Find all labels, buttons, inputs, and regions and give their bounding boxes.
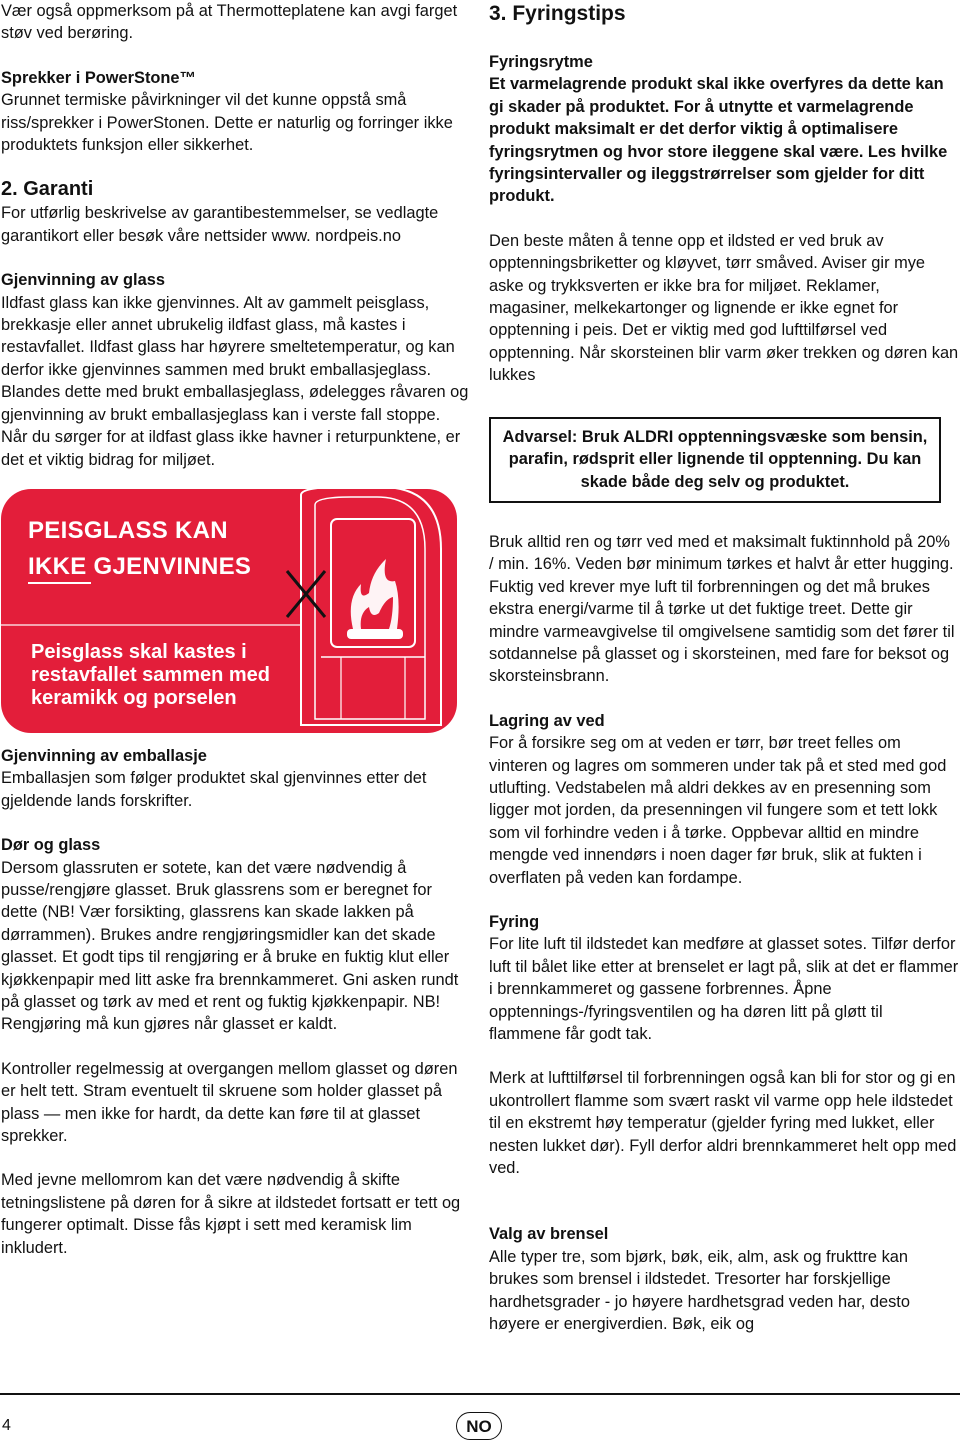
ved-paragraph: Bruk alltid ren og tørr ved med et maksimalt fuktinnhold på 20% / min. 16%. Veden bør minimum tørkes et halvt år etter hugging. Fuktig ved krever mye luft til forbrenningen og det må brukes ekstra energi/varme til å tørke ut det fuktige treet. Dette gir mindre varmeavgivelse til omgivelsene samtidig som det fører til sotdannelse på glasset og i skorsteinen, med fare for beksot og skorsteinsbrann. [489, 532, 955, 686]
mellomrom-paragraph: Med jevne mellomrom kan det være nødvendig å skifte tetningslistene på døren for å sikre at ildstedet fortsatt er tett og fungerer optimalt. Disse fås kjøpt i sett med keramisk lim inkludert. [1, 1171, 461, 1257]
banner-title-line2: IKKE GJENVINNES [28, 552, 252, 580]
glass-heading: Gjenvinning av glass [1, 271, 165, 290]
emballasje-paragraph: Emballasjen som følger produktet skal gjenvinnes etter det gjeldende lands forskrifter. [1, 769, 427, 810]
warning-box: Advarsel: Bruk ALDRI opptenningsvæske som bensin, parafin, rødsprit eller lignende til opptenning. Du kan skade både deg selv og produktet. [489, 417, 941, 503]
section-title: 3. Fyringstips [489, 2, 626, 25]
banner-subtitle: Peisglass skal kastes i restavfallet sammen med keramikk og porselen [31, 640, 271, 709]
dor-paragraph: Dersom glassruten er sotete, kan det være nødvendig å pusse/rengjøre glasset. Bruk glassrens som er beregnet for dette (NB! Vær forsikting, glassrens kan skade lakken på dørrammen). Brukes andre rengjøringsmidler kan det skade glasset. Et godt tips til rengjøring er å bruke en fuktig klut eller kjøkkenpapir med litt aske fra brennkammeret. Gni asken rundt på glasset og tørk av med et rent og fuktig kjøkkenpapir. NB! Rengjøring må kun gjøres når glasset er kaldt. [1, 858, 459, 1034]
rytme-paragraph: Et varmelagrende produkt skal ikke overfyres da dette kan gi skader på produktet. For å utnytte et varmelagrende produkt maksimalt er det derfor viktig å optimalisere fyringsrytmen og hvor store ileggene skal være. Les hvilke fyringsintervaller og ileggstrørrelser som gjelder for ditt produkt. [489, 75, 948, 206]
right-column [489, 0, 959, 1336]
fyring-paragraph: For lite luft til ildstedet kan medføre at glasset sotes. Tilfør derfor luft til bålet like etter at brenselet er lagt på, slik at det er flammer i brennkammeret og gassene forbrennes. Åpne opptennings-/fyringsventilen og ha døren litt på gløtt til flammene får godt tak. [489, 935, 959, 1044]
garanti-number: 2. [1, 178, 18, 201]
rytme-heading: Fyringsrytme [489, 53, 593, 71]
footer-rule [0, 1393, 960, 1395]
brensel-paragraph: Alle typer tre, som bjørk, bøk, eik, alm, ask og frukttre kan brukes som brensel i ildstedet. Tresorter har forskjellige hardhetsgrader - jo høyere hardhetsgrad veden har, desto høyere er energiverdien. Bøk, eik og [489, 1247, 910, 1334]
glass-paragraph: Ildfast glass kan ikke gjenvinnes. Alt av gammelt peisglass, brekkasje eller annet ubrukelig ildfast glass, må kastes i restavfallet. Ildfast glass har høyrere smeltetemperatur, og kan derfor ikke gjenvinnes sammen med brukt emballasjeglass. Blandes dette med brukt emballasjeglass, ødelegges råvaren og gjenvinning av brukt emballasjeglass kan i verste fall stoppe. Når du sørger for at ildfast glass ikke havner i returpunktene, er det et viktig bidrag for miljøet. [1, 293, 469, 469]
fyring-heading: Fyring [489, 913, 540, 931]
page-number: 4 [2, 1417, 11, 1434]
tenne-paragraph: Den beste måten å tenne opp et ildsted er ved bruk av opptenningsbriketter og kløyvet, tørr småved. Aviser gir mye aske og trykksverten er ikke bra for miljøet. Reklamer, magasiner, melkekartonger og lignende er ikke egnet for opptenning i peis. Det er viktig med god lufttilførsel ved opptenning. Når skorsteinen blir varm øker trekken og døren kan lukkes [489, 231, 959, 385]
banner-title-line1: PEISGLASS KAN [28, 516, 228, 544]
glass-recycling-banner [1, 489, 457, 733]
language-badge: NO [456, 1412, 502, 1440]
lagring-paragraph: For å forsikre seg om at veden er tørr, bør treet felles om vinteren og lagres om sommeren under tak på et sted med god utlufting. Vedstabelen må aldri dekkes av en presenning som ligger mot jorden, da presenningen vil fungere som et tett lokk som vil forhindre veden i å tørke. Oppbevar alltid en mindre mengde ved innendørs i noen dager før bruk, slik at fukten i overflaten på veden kan fordampe. [489, 734, 947, 887]
sprekker-heading: Sprekker i PowerStone™ [1, 68, 196, 87]
lagring-heading: Lagring av ved [489, 711, 605, 730]
merk-paragraph: Merk at lufttilførsel til forbrenningen også kan bli for stor og gi en ukontrollert flamme som svært raskt vil varme opp hele ildstedet til en ekstremt høy temperatur (gjelder fyring med lukket, eller nesten lukket dør). Fyll derfor aldri brennkammeret helt opp med ved. [489, 1069, 957, 1178]
left-column [1, 0, 469, 1259]
dor-heading: Dør og glass [1, 836, 101, 855]
emballasje-heading: Gjenvinning av emballasje [1, 746, 207, 765]
brensel-heading: Valg av brensel [489, 1225, 609, 1244]
sprekker-paragraph: Grunnet termiske påvirkninger vil det kunne oppstå små riss/sprekker i PowerStonen. Dette er naturlig og forringer ikke produktets funksjon eller sikkerhet. [1, 91, 453, 155]
garanti-paragraph: For utførlig beskrivelse av garantibestemmelser, se vedlagte garantikort eller besøk våre nettsider www. nordpeis.no [1, 204, 439, 245]
kontroller-paragraph: Kontroller regelmessig at overgangen mellom glasset og døren er helt tett. Stram eventuelt til skruene som holder glasset på plass — men ikke for hardt, da dette kan føre til at glasset sprekker. [1, 1059, 458, 1145]
thermotte-paragraph: Vær også oppmerksom på at Thermotteplatene kan avgi farget støv ved berøring. [1, 2, 458, 43]
garanti-title: Garanti [23, 178, 94, 201]
garanti-heading [1, 178, 469, 200]
